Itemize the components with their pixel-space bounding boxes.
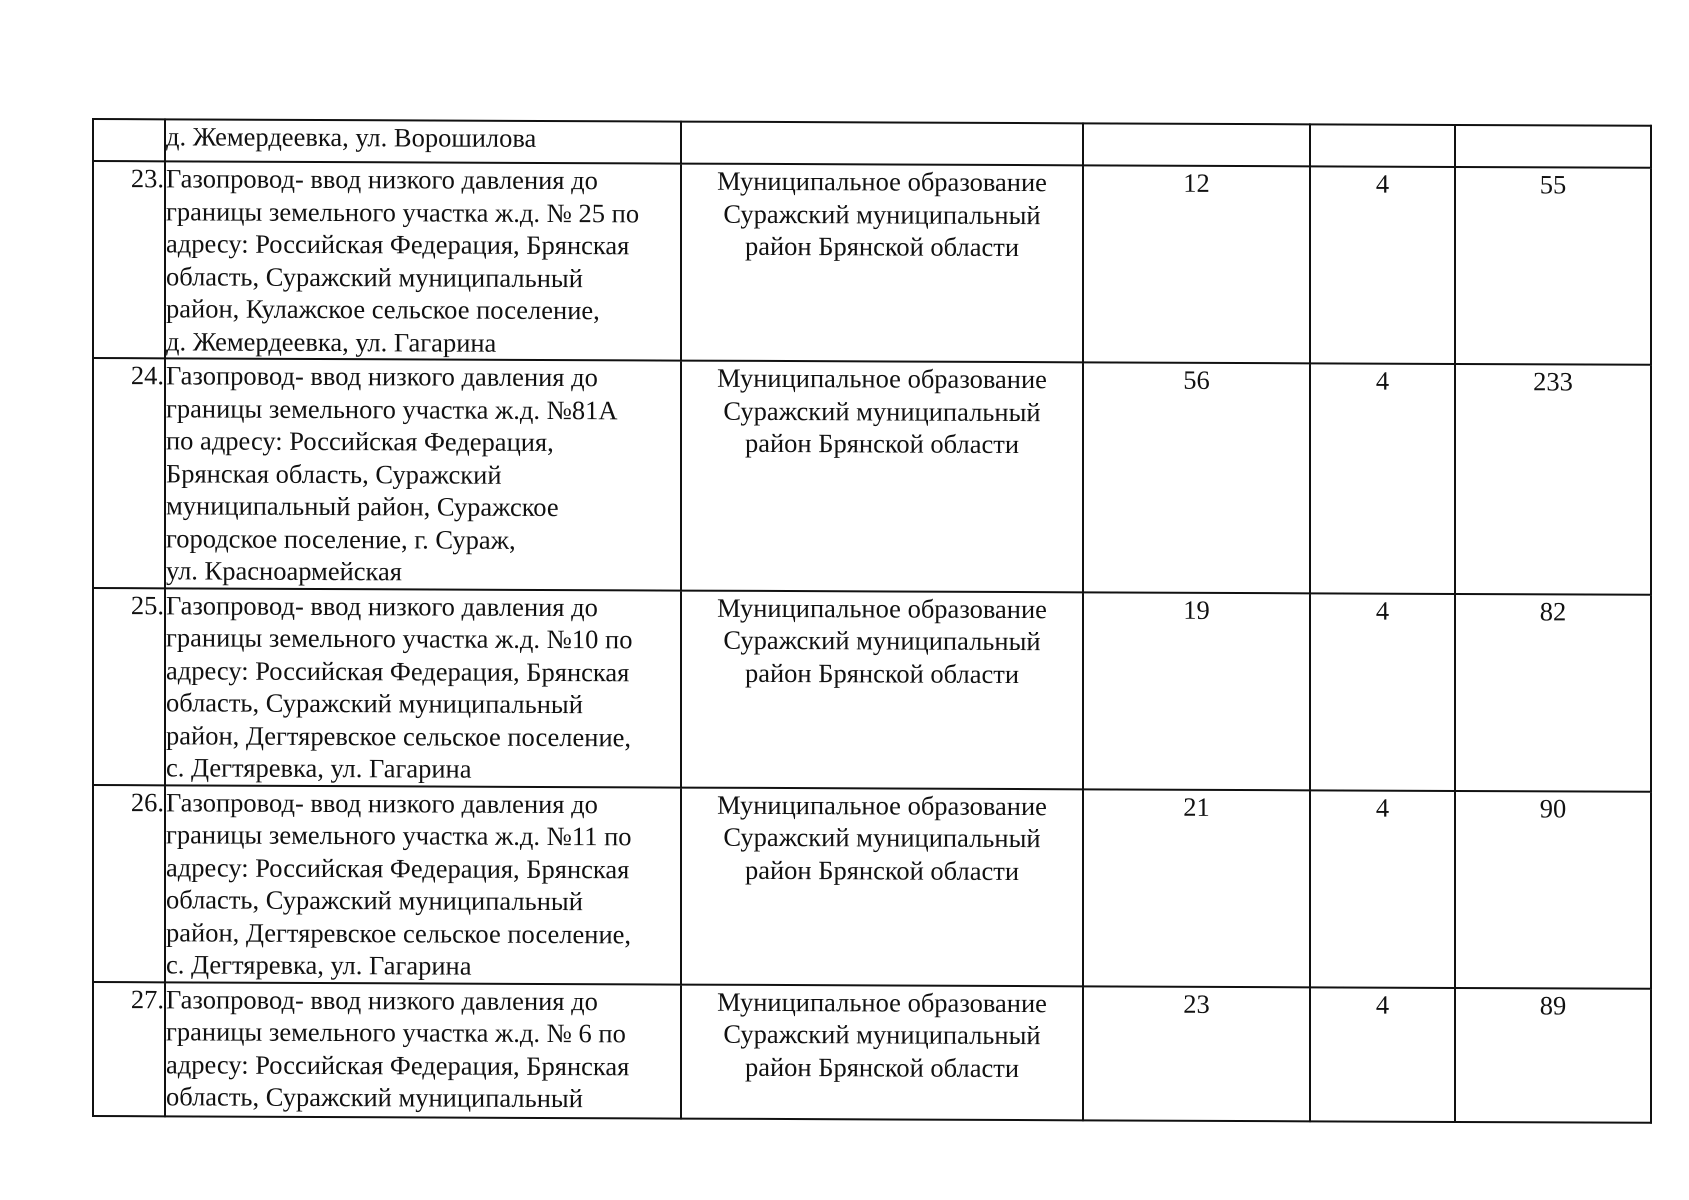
value-cell-2: 4 bbox=[1310, 593, 1455, 791]
owner-line: Муниципальное образование bbox=[717, 789, 1047, 821]
description-cell bbox=[165, 161, 681, 360]
description-line: Газопровод- ввод низкого давления до bbox=[166, 360, 598, 393]
description-line: область, Суражский муниципальный bbox=[166, 884, 583, 917]
description-line: муниципальный район, Суражское bbox=[166, 490, 559, 523]
owner-line: Муниципальное образование bbox=[717, 362, 1047, 395]
owner-line: Суражский муниципальный bbox=[723, 395, 1041, 427]
owner-line: район Брянской области bbox=[744, 427, 1020, 460]
description-line: с. Дегтяревка, ул. Гагарина bbox=[166, 752, 472, 784]
description-line: адресу: Российская Федерация, Брянская bbox=[166, 228, 630, 261]
description-line: границы земельного участка ж.д. № 25 по bbox=[166, 195, 640, 228]
description-line: городское поселение, г. Сураж, bbox=[166, 522, 516, 555]
owner-cell bbox=[681, 164, 1083, 363]
owner-cell bbox=[681, 984, 1083, 1120]
description-line: д. Жемердеевка, ул. Гагарина bbox=[166, 325, 497, 358]
description-line: район, Дегтяревское сельское поселение, bbox=[166, 719, 632, 752]
value-cell-3 bbox=[1455, 125, 1651, 168]
description-line: адресу: Российская Федерация, Брянская bbox=[166, 1048, 630, 1081]
owner-line: Суражский муниципальный bbox=[723, 624, 1041, 657]
description-line: область, Суражский муниципальный bbox=[166, 260, 583, 293]
description-line: область, Суражский муниципальный bbox=[166, 1081, 583, 1114]
value-cell-3: 90 bbox=[1455, 790, 1651, 988]
description-cell bbox=[165, 982, 681, 1118]
row-number-cell: 24. bbox=[93, 358, 165, 588]
table-row-continuation bbox=[93, 119, 1651, 168]
owner-cell bbox=[681, 361, 1083, 592]
value-cell-1: 19 bbox=[1083, 592, 1310, 790]
value-cell-3: 55 bbox=[1455, 167, 1651, 365]
description-cell bbox=[165, 785, 681, 984]
description-line: границы земельного участка ж.д. №81А bbox=[166, 392, 618, 425]
owner-line: район Брянской области bbox=[744, 230, 1020, 263]
description-line: д. Жемердеевка, ул. Ворошилова bbox=[166, 121, 537, 153]
owner-cell bbox=[681, 122, 1083, 166]
owner-line: Суражский муниципальный bbox=[723, 1018, 1041, 1051]
row-number-cell: 25. bbox=[93, 588, 165, 785]
value-cell-2: 4 bbox=[1310, 987, 1455, 1122]
description-line: адресу: Российская Федерация, Брянская bbox=[166, 654, 630, 687]
owner-line: Суражский муниципальный bbox=[723, 198, 1041, 230]
value-cell-1: 56 bbox=[1083, 362, 1310, 592]
description-line: Газопровод- ввод низкого давления до bbox=[166, 163, 598, 196]
value-cell-2: 4 bbox=[1310, 166, 1455, 364]
row-number-cell bbox=[93, 119, 165, 161]
value-cell-1 bbox=[1083, 123, 1310, 166]
description-cell bbox=[165, 588, 681, 787]
row-number-cell: 26. bbox=[93, 785, 165, 982]
owner-line: Суражский муниципальный bbox=[723, 821, 1041, 854]
description-line: область, Суражский муниципальный bbox=[166, 687, 583, 720]
value-cell-3: 82 bbox=[1455, 593, 1651, 791]
table-row bbox=[93, 358, 1651, 594]
table-row bbox=[93, 161, 1651, 365]
description-line: границы земельного участка ж.д. №11 по bbox=[166, 819, 632, 852]
owner-line: Муниципальное образование bbox=[717, 165, 1047, 198]
owner-cell bbox=[681, 590, 1083, 789]
value-cell-1: 21 bbox=[1083, 789, 1310, 987]
description-cell bbox=[165, 119, 681, 163]
description-cell bbox=[165, 358, 681, 590]
table-row bbox=[93, 982, 1651, 1123]
description-line: район, Кулажское сельское поселение, bbox=[166, 293, 600, 326]
owner-cell bbox=[681, 787, 1083, 986]
description-line: границы земельного участка ж.д. №10 по bbox=[166, 622, 633, 655]
row-number-cell: 27. bbox=[93, 982, 165, 1116]
owner-line: Муниципальное образование bbox=[717, 986, 1047, 1018]
value-cell-2: 4 bbox=[1310, 363, 1455, 593]
description-line: Газопровод- ввод низкого давления до bbox=[166, 983, 598, 1016]
value-cell-1: 12 bbox=[1083, 165, 1310, 363]
owner-line: район Брянской области bbox=[744, 657, 1020, 689]
description-line: адресу: Российская Федерация, Брянская bbox=[166, 851, 630, 884]
description-line: Брянская область, Суражский bbox=[166, 457, 502, 490]
description-line: Газопровод- ввод низкого давления до bbox=[166, 589, 598, 622]
registry-table bbox=[92, 118, 1652, 1123]
owner-line: район Брянской области bbox=[744, 854, 1020, 886]
table-row bbox=[93, 785, 1651, 989]
value-cell-2: 4 bbox=[1310, 790, 1455, 988]
description-line: ул. Красноармейская bbox=[166, 555, 402, 587]
value-cell-3: 233 bbox=[1455, 364, 1651, 594]
value-cell-3: 89 bbox=[1455, 987, 1651, 1122]
owner-line: Муниципальное образование bbox=[717, 592, 1047, 624]
value-cell-1: 23 bbox=[1083, 986, 1310, 1121]
table-row bbox=[93, 588, 1651, 792]
description-line: район, Дегтяревское сельское поселение, bbox=[166, 916, 632, 949]
owner-line: район Брянской области bbox=[744, 1051, 1020, 1083]
description-line: с. Дегтяревка, ул. Гагарина bbox=[166, 949, 472, 981]
description-line: Газопровод- ввод низкого давления до bbox=[166, 786, 598, 819]
description-line: границы земельного участка ж.д. № 6 по bbox=[166, 1016, 626, 1049]
row-number-cell: 23. bbox=[93, 161, 165, 358]
value-cell-2 bbox=[1310, 124, 1455, 167]
description-line: по адресу: Российская Федерация, bbox=[166, 425, 554, 458]
